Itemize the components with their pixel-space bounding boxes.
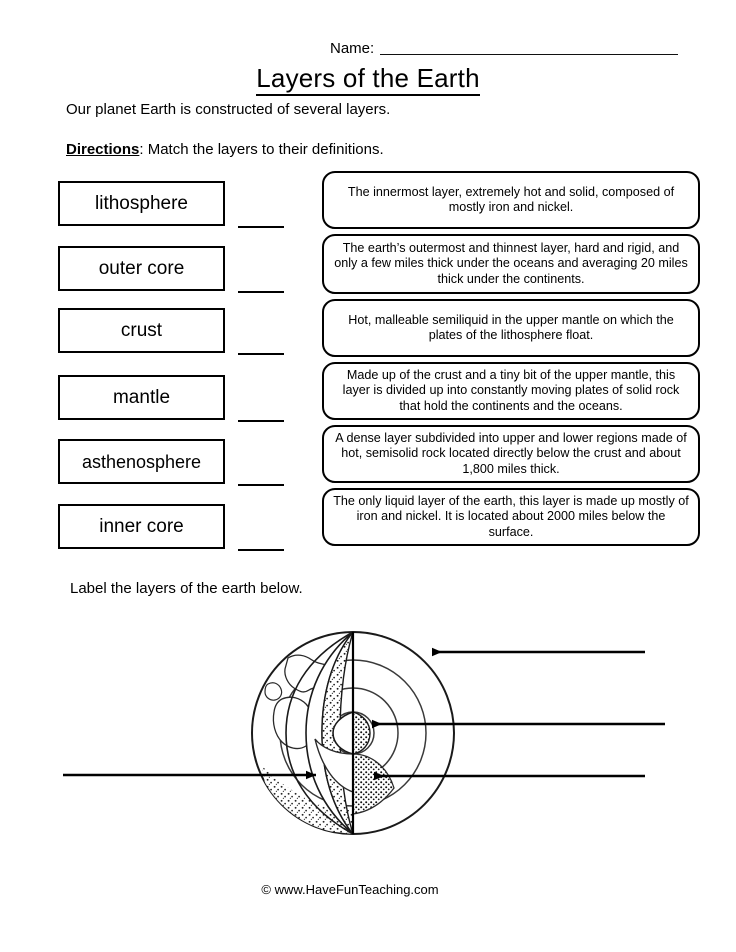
- definition-text: The earth’s outermost and thinnest layer, hard and rigid, and only a few miles thick under the oceans and averaging 20 miles thick under the continents.: [334, 240, 688, 286]
- term-box-outer-core[interactable]: [58, 246, 225, 291]
- name-field-row: [330, 40, 678, 58]
- term-label: inner core: [99, 515, 184, 537]
- term-label: outer core: [98, 257, 185, 279]
- definition-box-2[interactable]: [322, 234, 700, 294]
- term-box-mantle[interactable]: [58, 375, 225, 420]
- term-label: mantle: [112, 386, 171, 408]
- page-title: [0, 62, 736, 94]
- name-write-line[interactable]: [380, 54, 678, 55]
- footer-copyright: © www.HaveFunTeaching.com: [261, 882, 439, 897]
- term-label: crust: [120, 319, 163, 341]
- earth-diagram-area: [0, 596, 736, 871]
- term-label: lithosphere: [95, 192, 188, 214]
- term-box-asthenosphere[interactable]: [58, 439, 225, 484]
- definition-box-5[interactable]: [322, 425, 700, 483]
- name-label: Name:: [330, 40, 375, 57]
- continent-shape-island: [265, 683, 282, 700]
- term-label: asthenosphere: [81, 451, 202, 472]
- answer-blank-4[interactable]: [238, 420, 284, 422]
- answer-blank-6[interactable]: [238, 549, 284, 551]
- directions-label: Directions: [66, 141, 140, 158]
- term-box-inner-core[interactable]: [58, 504, 225, 549]
- answer-blank-5[interactable]: [238, 484, 284, 486]
- definition-text: The only liquid layer of the earth, this layer is made up mostly of iron and nickel. It is located about 2000 miles below the surface.: [333, 493, 689, 539]
- answer-blank-3[interactable]: [238, 353, 284, 355]
- definition-text: Made up of the crust and a tiny bit of the upper mantle, this layer is divided up into constantly moving plates of solid rock that hold the continents and the oceans.: [342, 367, 680, 413]
- definition-box-6[interactable]: [322, 488, 700, 546]
- definition-box-1[interactable]: [322, 171, 700, 229]
- answer-blank-1[interactable]: [238, 226, 284, 228]
- definition-box-3[interactable]: [322, 299, 700, 357]
- intro-text: Our planet Earth is constructed of several layers.: [66, 101, 391, 118]
- directions-rest: : Match the layers to their definitions.: [139, 141, 384, 158]
- page-title-text: Layers of the Earth: [256, 63, 479, 96]
- directions-text: [66, 140, 384, 159]
- definition-text: Hot, malleable semiliquid in the upper mantle on which the plates of the lithosphere float.: [348, 312, 674, 342]
- definition-box-4[interactable]: [322, 362, 700, 420]
- definition-text: The innermost layer, extremely hot and solid, composed of mostly iron and nickel.: [347, 184, 675, 214]
- earth-cutaway-diagram: [0, 596, 736, 871]
- term-box-lithosphere[interactable]: [58, 181, 225, 226]
- label-instruction-text: Label the layers of the earth below.: [70, 580, 303, 597]
- term-box-crust[interactable]: [58, 308, 225, 353]
- answer-blank-2[interactable]: [238, 291, 284, 293]
- definition-text: A dense layer subdivided into upper and lower regions made of hot, semisolid rock located directly below the crust and about 1,800 miles thick.: [335, 430, 687, 476]
